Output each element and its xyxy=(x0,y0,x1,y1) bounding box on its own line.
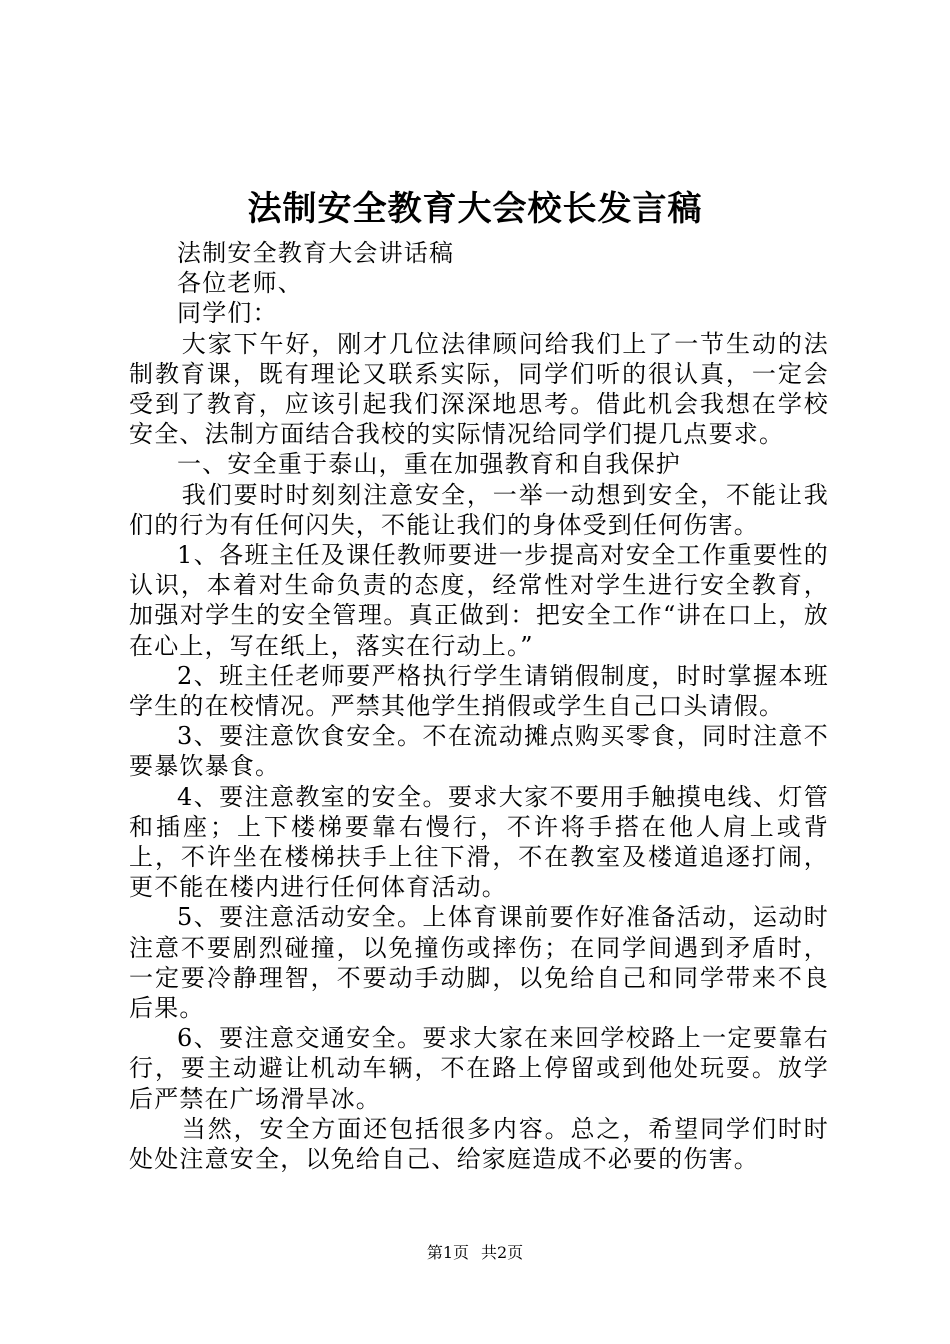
page-number-total: 共2页 xyxy=(481,1243,524,1262)
paragraph-item-3: 3、要注意饮食安全。不在流动摊点购买零食，同时注意不要暴饮暴食。 xyxy=(129,722,829,781)
paragraph-safety-intro: 我们要时时刻刻注意安全，一举一动想到安全，不能让我们的行为有任何闪失，不能让我们的身体受到任何伤害。 xyxy=(129,480,829,539)
paragraph-item-4: 4、要注意教室的安全。要求大家不要用手触摸电线、灯管和插座；上下楼梯要靠右慢行，不许将手搭在他人肩上或背上，不许坐在楼梯扶手上往下滑，不在教室及楼道追逐打闹，更不能在楼内进行任何体育活动。 xyxy=(129,782,829,902)
paragraph-salutation-teachers: 各位老师、 xyxy=(177,269,303,298)
page-footer xyxy=(0,1242,950,1264)
paragraph-subtitle: 法制安全教育大会讲话稿 xyxy=(177,239,455,267)
document-body xyxy=(129,238,829,1174)
paragraph-opening: 大家下午好，刚才几位法律顾问给我们上了一节生动的法制教育课，既有理论又联系实际，同学们听的很认真，一定会受到了教育，应该引起我们深深地思考。借此机会我想在学校安全、法制方面结合我校的实际情况给同学们提几点要求。 xyxy=(129,329,829,449)
page-number-current: 第1页 xyxy=(426,1243,469,1262)
paragraph-closing: 当然，安全方面还包括很多内容。总之，希望同学们时时处处注意安全，以免给自己、给家庭造成不必要的伤害。 xyxy=(129,1114,829,1174)
paragraph-item-5: 5、要注意活动安全。上体育课前要作好准备活动，运动时注意不要剧烈碰撞，以免撞伤或摔伤；在同学间遇到矛盾时，一定要冷静理智，不要动手动脚，以免给自己和同学带来不良后果。 xyxy=(129,903,829,1023)
paragraph-salutation-students: 同学们： xyxy=(177,299,278,328)
paragraph-item-6: 6、要注意交通安全。要求大家在来回学校路上一定要靠右行，要主动避让机动车辆，不在路上停留或到他处玩耍。放学后严禁在广场滑旱冰。 xyxy=(129,1024,829,1113)
paragraph-item-1: 1、各班主任及课任教师要进一步提高对安全工作重要性的认识，本着对生命负责的态度，经常性对学生进行安全教育，加强对学生的安全管理。真正做到：把安全工作“讲在口上，放在心上，写在纸上，落实在行动上。” xyxy=(129,541,829,660)
document-title: 法制安全教育大会校长发言稿 xyxy=(247,189,703,229)
paragraph-section-heading: 一、安全重于泰山，重在加强教育和自我保护 xyxy=(177,450,681,479)
paragraph-item-2: 2、班主任老师要严格执行学生请销假制度，时时掌握本班学生的在校情况。严禁其他学生捎假或学生自己口头请假。 xyxy=(129,661,829,721)
